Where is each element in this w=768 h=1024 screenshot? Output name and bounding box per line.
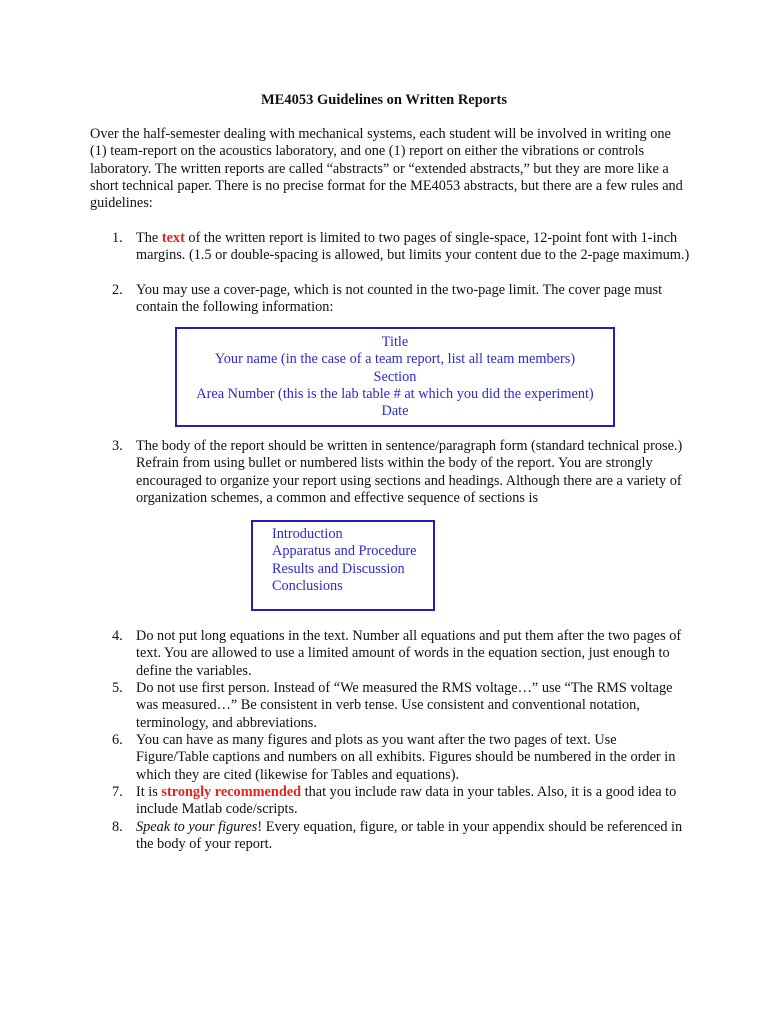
cover-page-info-box [175,327,615,427]
cover-line-title: Title [381,334,409,350]
item-text: Speak to your figures! Every equation, figure, or table in your appendix should be referenced in the body of your report. [136,819,683,853]
item-number: 5. [112,680,123,696]
sections-box [251,520,435,611]
list-item-8 [112,819,690,854]
item-number: 6. [112,732,123,748]
highlight-text: strongly recommended [161,784,302,800]
item-number: 2. [112,282,123,298]
list-item-7 [112,784,690,819]
cover-line-date: Date [381,403,409,420]
item-text: Do not use first person. Instead of “We measured the RMS voltage…” use “The RMS voltage was measured…” Be consistent in verb tense. Use consistent and conventional notation, terminology, and abbreviations. [136,680,673,731]
cover-line-section: Section [373,368,417,385]
item-text: You may use a cover-page, which is not counted in the two-page limit. The cover page must contain the following information: [136,282,663,316]
list-item-2 [112,282,690,317]
item-text: It is strongly recommended that you include raw data in your tables. Also, it is a good idea to include Matlab code/scripts. [136,784,677,818]
section-results: Results and Discussion [272,560,405,577]
item-text: Do not put long equations in the text. Number all equations and put them after the two pages of text. You are allowed to use a limited amount of words in the equation section, just enough to define the variables. [136,628,682,679]
italic-phrase: Speak to your figures [136,819,258,835]
list-item-3 [112,438,690,507]
item-text: The text of the written report is limited to two pages of single-space, 12-point font with 1-inch margins. (1.5 or double-spacing is allowed, but limits your content due to the 2-page maximum.) [136,230,690,264]
item-number: 3. [112,438,123,454]
list-item-4 [112,628,690,680]
item-number: 1. [112,230,123,246]
section-apparatus: Apparatus and Procedure [272,543,417,560]
item-number: 8. [112,819,123,835]
list-item-5 [112,680,690,732]
list-item-6 [112,732,690,784]
section-conclusions: Conclusions [272,577,343,594]
item-text: You can have as many figures and plots as you want after the two pages of text. Use Figure/Table captions and numbers on all exhibits. Figures should be numbered in the order in which they are cited (likewise for Tables and equations). [136,732,676,783]
section-introduction: Introduction [272,526,343,542]
list-item-1 [112,230,690,265]
cover-line-name: Your name (in the case of a team report, list all team members) [214,351,576,368]
item-number: 4. [112,628,123,644]
highlight-text: text [161,230,185,246]
item-text: The body of the report should be written in sentence/paragraph form (standard technical prose.) Refrain from using bullet or numbered lists within the body of the report. You are strongly encouraged to organize your report using sections and headings. Although there are a variety of organization schemes, a common and effective sequence of sections is [136,438,683,506]
item-number: 7. [112,784,123,800]
intro-paragraph: Over the half-semester dealing with mechanical systems, each student will be involved in writing one (1) team-report on the acoustics laboratory, and one (1) report on either the vibrations or controls laboratory. The written reports are called “abstracts” or “extended abstracts,” but they are more like a short technical paper. There is no precise format for the ME4053 abstracts, but there are a few rules and guidelines: [90,126,683,212]
cover-line-area: Area Number (this is the lab table # at which you did the experiment) [196,385,594,402]
page-title: ME4053 Guidelines on Written Reports [261,92,507,108]
